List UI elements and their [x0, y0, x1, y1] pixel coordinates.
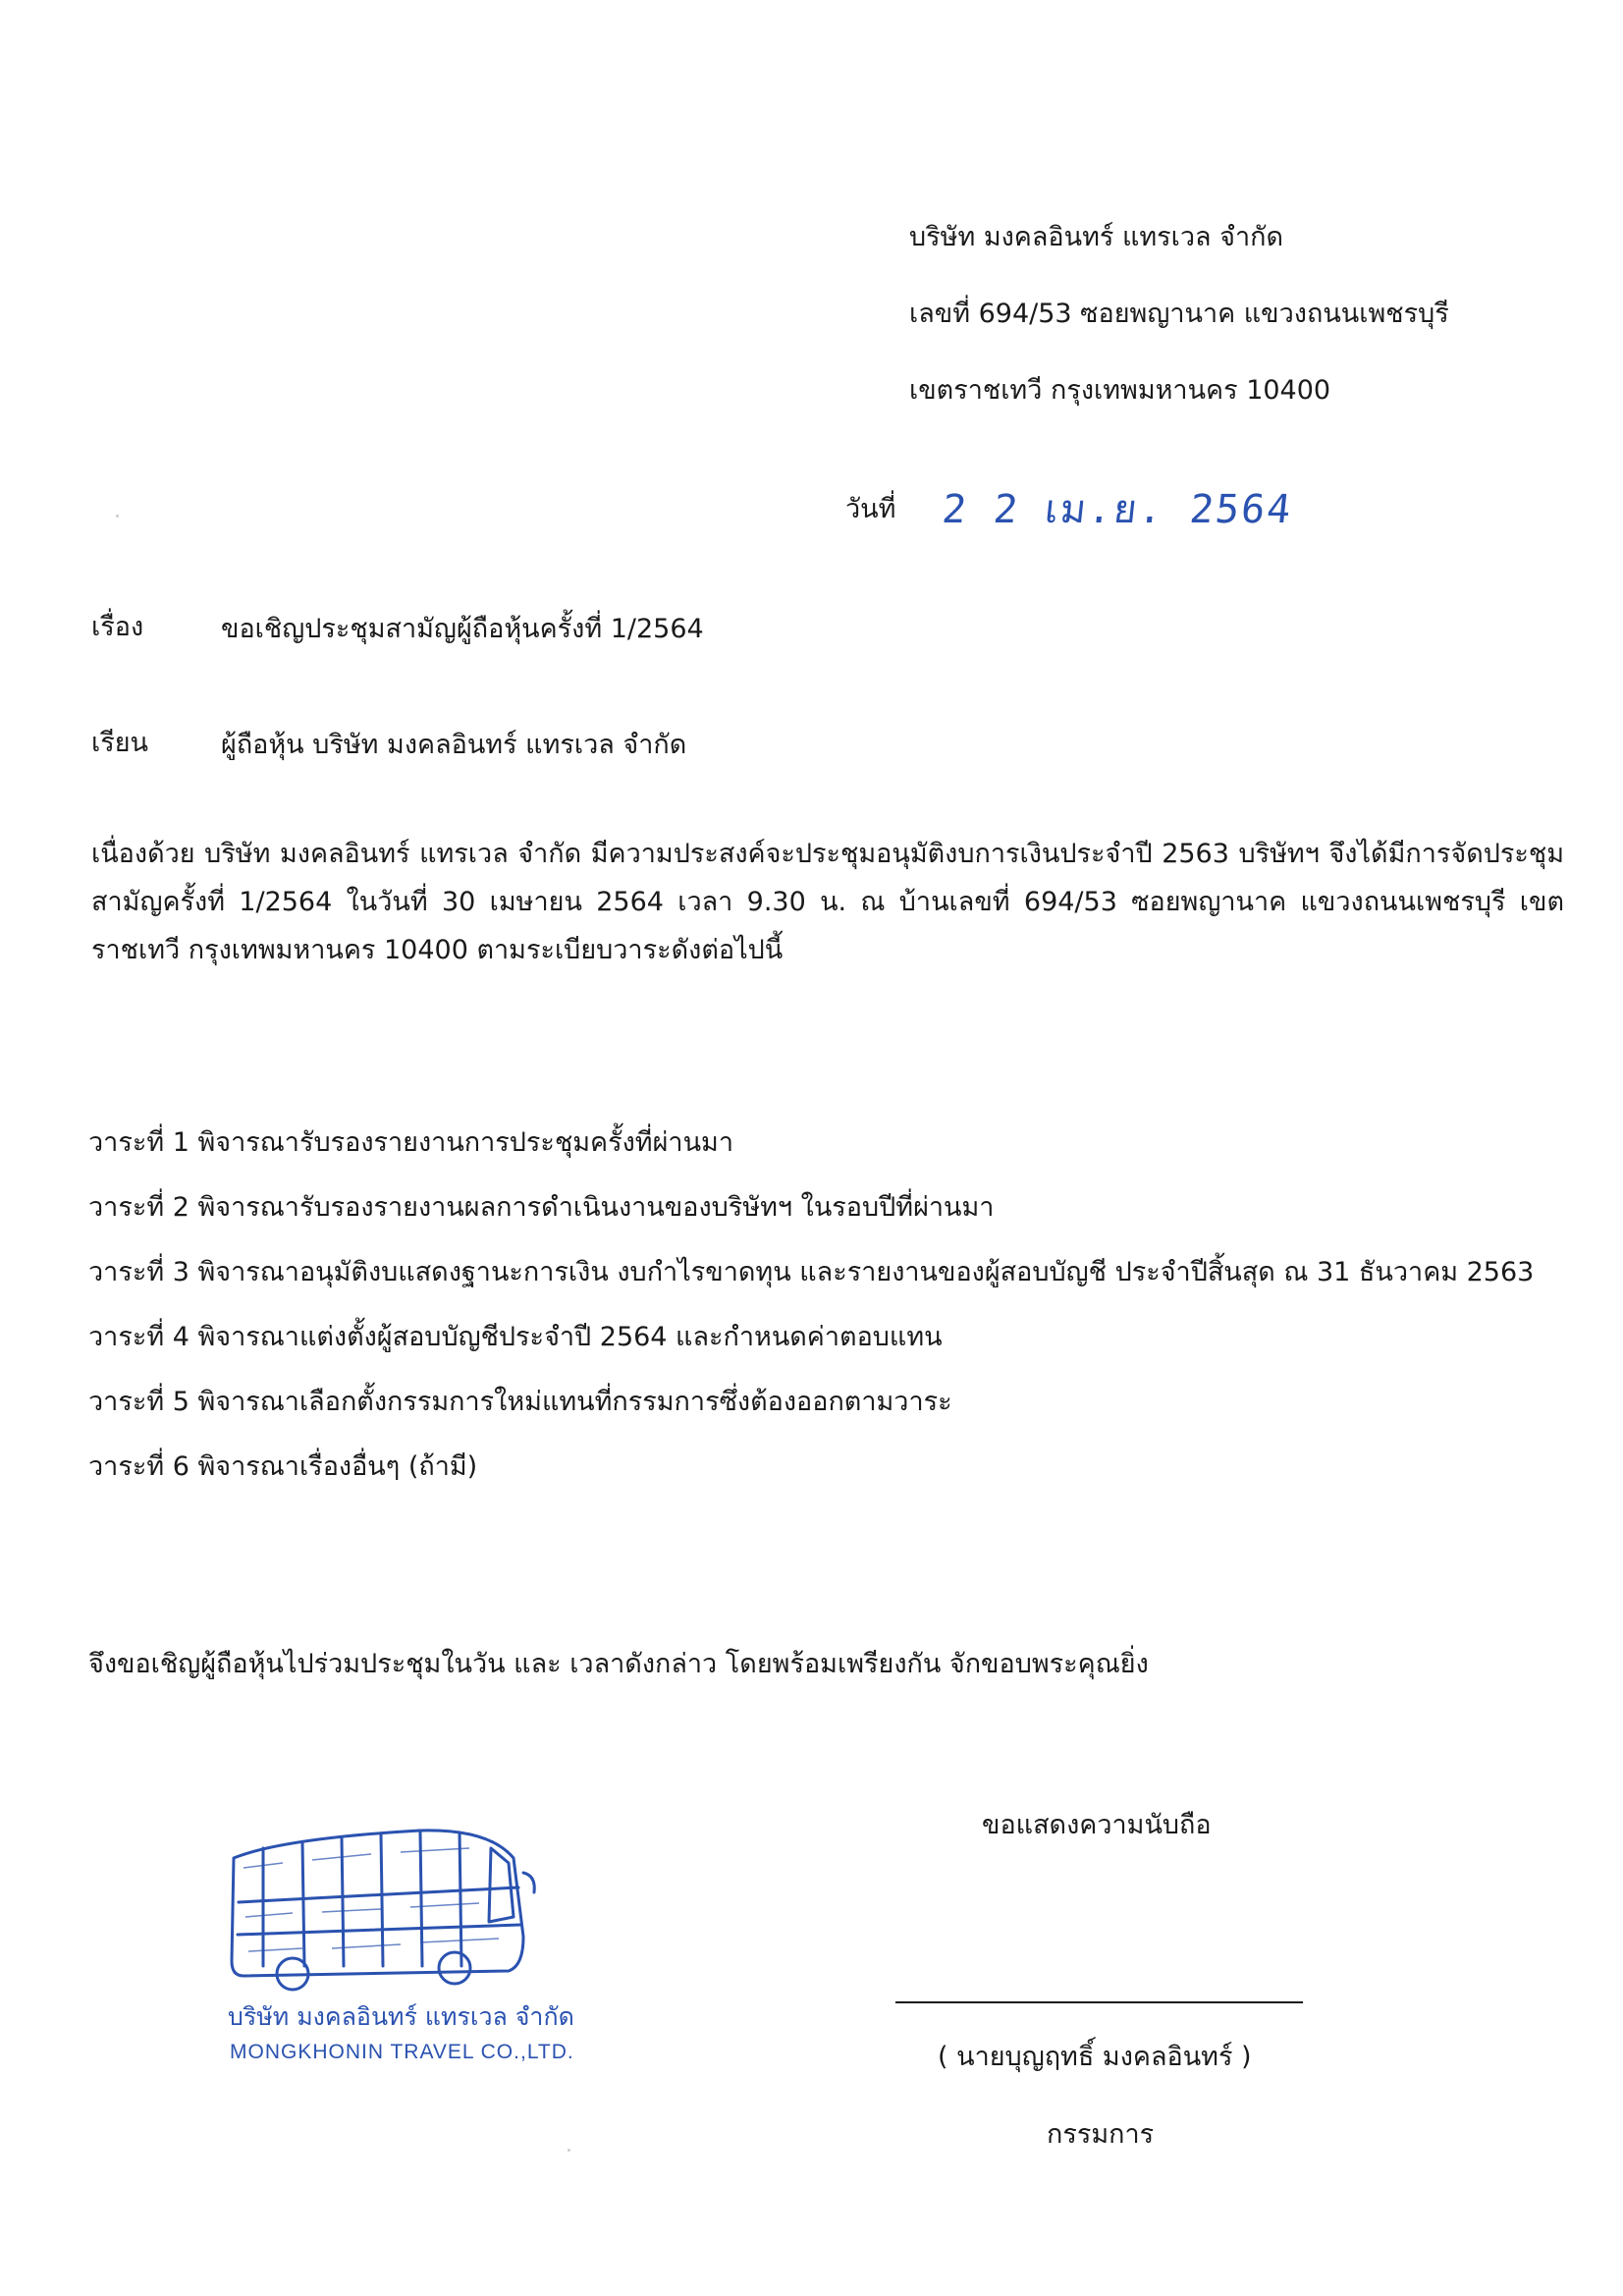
subject-label: เรื่อง — [91, 612, 144, 642]
subject-text: ขอเชิญประชุมสามัญผู้ถือหุ้นครั้งที่ 1/2564 — [221, 614, 704, 644]
sender-company: บริษัท มงคลอินทร์ แทรเวล จำกัด — [909, 222, 1284, 252]
scan-speck — [116, 515, 119, 518]
stamp-company-thai: บริษัท มงคลอินทร์ แทรเวล จำกัด — [228, 2002, 574, 2031]
sender-address-line2: เขตราชเทวี กรุงเทพมหานคร 10400 — [909, 375, 1331, 406]
regards-text: ขอแสดงความนับถือ — [982, 1810, 1212, 1840]
agenda-item-5: วาระที่ 5 พิจารณาเลือกตั้งกรรมการใหม่แทนที่กรรมการซึ่งต้องออกตามวาระ — [88, 1387, 952, 1417]
company-bus-stamp-icon — [224, 1819, 538, 1995]
agenda-item-1: วาระที่ 1 พิจารณารับรองรายงานการประชุมครั้งที่ผ่านมา — [88, 1127, 734, 1158]
closing-text: จึงขอเชิญผู้ถือหุ้นไปร่วมประชุมในวัน และ เวลาดังกล่าว โดยพร้อมเพรียงกัน จักขอบพระคุณยิ่ง — [88, 1649, 1149, 1679]
sender-address-line1: เลขที่ 694/53 ซอยพญานาค แขวงถนนเพชรบุรี — [909, 299, 1449, 329]
recipient-label: เรียน — [91, 728, 149, 758]
agenda-item-4: วาระที่ 4 พิจารณาแต่งตั้งผู้สอบบัญชีประจำปี 2564 และกำหนดค่าตอบแทน — [88, 1322, 943, 1352]
scan-speck — [568, 2149, 570, 2152]
agenda-item-3: วาระที่ 3 พิจารณาอนุมัติงบแสดงฐานะการเงิน งบกำไรขาดทุน และรายงานของผู้สอบบัญชี ประจำปีสิ้นสุด ณ 31 ธันวาคม 2563 — [88, 1257, 1535, 1287]
signature-line — [895, 2001, 1303, 2003]
signatory-name: ( นายบุญฤทธิ์ มงคลอินทร์ ) — [938, 2042, 1252, 2072]
date-stamp: 2 2 เม.ย. 2564 — [940, 487, 1295, 532]
date-label: วันที่ — [845, 494, 896, 524]
agenda-item-6: วาระที่ 6 พิจารณาเรื่องอื่นๆ (ถ้ามี) — [88, 1451, 478, 1482]
body-paragraph: เนื่องด้วย บริษัท มงคลอินทร์ แทรเวล จำกัด มีความประสงค์จะประชุมอนุมัติงบการเงินประจำปี 2563 บริษัทฯ จึงได้มีการจัดประชุมสามัญครั้งที่ 1/2564 ในวันที่ 30 เมษายน 2564 เวลา 9.30 น. ณ บ้านเลขที่ 694/53 ซอยพญานาค แขวงถนนเพชรบุรี เขตราชเทวี กรุงเทพมหานคร 10400 ตามระเบียบวาระดังต่อไปนี้ — [91, 839, 1564, 965]
signatory-title: กรรมการ — [1047, 2119, 1155, 2150]
agenda-item-2: วาระที่ 2 พิจารณารับรองรายงานผลการดำเนินงานของบริษัทฯ ในรอบปีที่ผ่านมา — [88, 1192, 995, 1223]
recipient-text: ผู้ถือหุ้น บริษัท มงคลอินทร์ แทรเวล จำกัด — [221, 730, 687, 760]
stamp-company-english: MONGKHONIN TRAVEL CO.,LTD. — [230, 2041, 574, 2063]
agenda-list — [88, 1120, 1534, 1508]
